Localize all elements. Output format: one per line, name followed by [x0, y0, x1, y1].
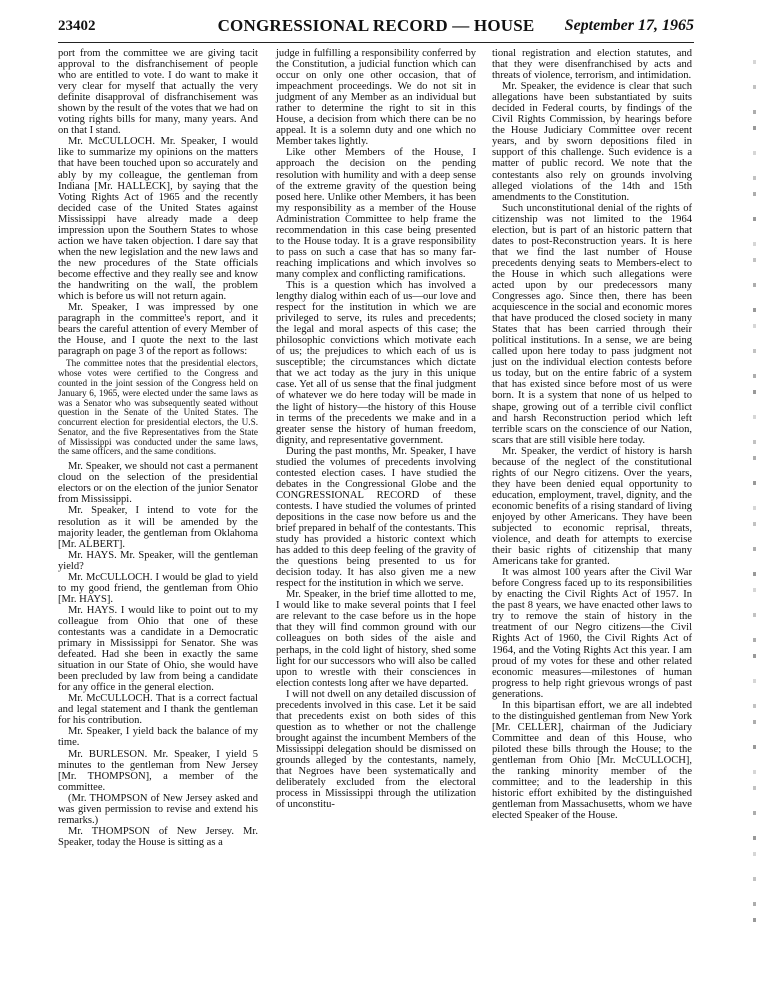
scan-mark — [753, 506, 756, 510]
page-header — [58, 18, 694, 42]
scan-margin-marks — [751, 60, 761, 940]
scan-mark — [753, 786, 756, 790]
paragraph: During the past months, Mr. Speaker, I have studied the volumes of precedents involving contested election cases. I have studied the debates in the Congressional Globe and the CONGRESSIONAL RECORD of these contests. I have studied the volumes of printed depositions in the case now before us and the brief prepared in behalf of the contestants. This study has provided a historic context which has added to this deep feeling of the gravity of the questions being presented to us for decision today. It has also given me a new respect for the institution in which we serve. — [276, 445, 476, 590]
paragraph: Mr. Speaker, in the brief time allotted to me, I would like to make several points that I feel are relevant to the case before us in the hope that they will find common ground with our colleagues on both sides of the aisle and perhaps, in the cold light of history, shed some light for our successors who will also be called upon to wrestle with their consciences in election contests long after we have departed. — [276, 589, 476, 689]
scan-mark — [753, 918, 756, 922]
scan-mark — [753, 638, 756, 642]
text-column-1 — [58, 48, 258, 848]
scan-mark — [753, 588, 756, 592]
paragraph: Mr. McCULLOCH. Mr. Speaker, I would like to summarize my opinions on the matters that have been touched upon so accurately and ably by my colleague, the gentleman from Indiana [Mr. HALLECK], by saying that the Voting Rights Act of 1965 and the recently decided case of the United States against Mississippi have already made a deep impression upon the Southern States to whose action we have taken objection. I dare say that when the new legislation and the new laws and the new procedures of the State officials become effective and they really see and know the handwriting on the wall, the problem which is before us will not return again. — [58, 136, 258, 303]
scan-mark — [753, 440, 756, 444]
scan-mark — [753, 745, 756, 749]
paragraph: Mr. Speaker, I yield back the balance of my time. — [58, 726, 258, 749]
scan-mark — [753, 192, 756, 196]
header-rule — [58, 42, 694, 43]
scan-mark — [753, 176, 756, 180]
scan-mark — [753, 324, 756, 328]
scan-mark — [753, 836, 756, 840]
scan-mark — [753, 110, 756, 114]
paragraph: Mr. Speaker, the evidence is clear that such allegations have been substantiated by suits decided in Federal courts, by findings of the Civil Rights Commission, by hearings before the House Judiciary Committee over recent years, and by sworn depositions filed in support of this challenge. Such evidence is a matter of public record. We note that the contestants also rely on grounds involving alleged violations of the 14th and 15th amendments to the Constitution. — [492, 81, 692, 203]
scan-mark — [753, 283, 756, 287]
scan-mark — [753, 704, 756, 708]
paragraph: Like other Members of the House, I approach the decision on the pending resolution with humility and with a deep sense of the extreme gravity of the question being posed here. Unlike other Members, it has been my responsibility as a member of the House Administration Committee to help frame the recommendation in this case being presented to the House today. It is a grave responsibility to pass on such a case that has so many far-reaching implications and which involves so many complex and conflicting ramifications. — [276, 147, 476, 280]
scan-mark — [753, 308, 756, 312]
paragraph: Mr. HAYS. I would like to point out to my colleague from Ohio that one of these contestants was a candidate in a Democratic primary in Mississippi for Senator. She was defeated. Had she been in exactly the same situation in our State of Ohio, she would have been precluded by law from being a candidate for any office in the general election. — [58, 604, 258, 694]
paragraph: Mr. Speaker, I intend to vote for the resolution as it will be amended by the majority leader, the gentleman from Oklahoma [Mr. ALBERT]. — [58, 505, 258, 550]
paragraph: Mr. Speaker, we should not cast a permanent cloud on the selection of the presidential electors or on the election of the junior Senator from Mississippi. — [58, 461, 258, 506]
publication-date: September 17, 1965 — [564, 17, 694, 34]
paragraph: port from the committee we are giving tacit approval to the disfranchisement of people who are entitled to vote. I do want to make it very clear for myself that actually the very definite disapproval of disfranchisement was shown by the result of the votes that we had on voting rights bills for many, many years. And on that I stand. — [58, 48, 258, 137]
page-number: 23402 — [58, 18, 96, 34]
scan-mark — [753, 258, 756, 262]
scan-mark — [753, 151, 756, 155]
paragraph: Mr. McCULLOCH. That is a correct factual and legal statement and I thank the gentleman for his contribution. — [58, 693, 258, 727]
publication-title: CONGRESSIONAL RECORD — HOUSE — [217, 16, 535, 35]
scan-mark — [753, 770, 756, 774]
scan-mark — [753, 349, 756, 353]
scan-mark — [753, 85, 756, 89]
scan-mark — [753, 456, 756, 460]
paragraph: Mr. Speaker, I was impressed by one paragraph in the committee's report, and it bears the careful attention of every Member of the House, and I quote the next to the last paragraph on page 3 of the report as follows: — [58, 302, 258, 358]
block-quote: The committee notes that the presidential electors, whose votes were certified to the Congress and counted in the joint session of the Congress held on January 6, 1965, were elected under the same laws as was a Senator who was subsequently seated without question in the Senate of the United States. The concurrent election for presidential electors, the U.S. Senator, and the five Representatives from the State of Mississippi was conducted under the same laws, the same officers, and the same conditions. — [58, 358, 258, 457]
scan-mark — [753, 217, 756, 221]
scan-mark — [753, 902, 756, 906]
scan-mark — [753, 572, 756, 576]
paragraph: It was almost 100 years after the Civil War before Congress faced up to its responsibilities by enacting the Civil Rights Act of 1957. In the past 8 years, we have enacted other laws to try to remove the stain of history in the treatment of our Negro citizens—the Civil Rights Act of 1960, the Civil Rights Act of 1964, and the Voting Rights Act this year. I am proud of my votes for these and other related economic measures—milestones of human progress to help right grievous wrongs of past generations. — [492, 567, 692, 700]
paragraph: This is a question which has involved a lengthy dialog within each of us—our love and respect for the institution in which we are privileged to serve, its rules and precedents; the legal and moral aspects of this case; the philosophic convictions which motivate each of us; the prejudices to which each of us is susceptible; the circumstances which dictate that we act today as the jury in this unique case. Yet all of us sense that the final judgment of whatever we do here today will be made in the light of history—the history of this House in terms of the precedents we make and in a greater sense the history of human freedom, dignity, and representative government. — [276, 279, 476, 446]
paragraph: Such unconstitutional denial of the rights of citizenship was not limited to the 1964 election, but is part of an historic pattern that dates to post-Reconstruction years. It is here that we find the last number of House precedents denying seats to Members-elect to the House in which such allegations were acted upon by our predecessors many Congresses ago. Since then, there has been acquiescence in the social and economic mores that have produced the closed society in many States that has been carried through their political institutions. In a sense, we are being called upon here today to pass judgment not just on the individual election contests before us today, but on the entire fabric of a system that has existed since before most of us were born. It is a system that none of us helped to shape, growing out of a terrible civil conflict and harsh Reconstruction period which left terrible scars on the conscience of our Nation, scars that are still visible here today. — [492, 202, 692, 446]
paragraph: In this bipartisan effort, we are all indebted to the distinguished gentleman from New York [Mr. CELLER], chairman of the Judiciary Committee and dean of this House, who piloted these bills through the House; to the gentleman from Ohio [Mr. McCULLOCH], the ranking minority member of the committee; and to the leadership in this historic effort exhibited by the distinguished gentleman from Massachusetts, whom we have elected Speaker of the House. — [492, 699, 692, 822]
scan-mark — [753, 126, 756, 130]
scan-mark — [753, 613, 756, 617]
scan-mark — [753, 654, 756, 658]
scan-mark — [753, 547, 756, 551]
paragraph: Mr. BURLESON. Mr. Speaker, I yield 5 minutes to the gentleman from New Jersey [Mr. THOMPSON], a member of the committee. — [58, 748, 258, 793]
text-column-3 — [492, 48, 692, 821]
scan-mark — [753, 852, 756, 856]
scan-mark — [753, 242, 756, 246]
text-column-2 — [276, 48, 476, 810]
scan-mark — [753, 60, 756, 64]
scan-mark — [753, 415, 756, 419]
scan-mark — [753, 481, 756, 485]
scan-mark — [753, 811, 756, 815]
scan-mark — [753, 390, 756, 394]
scan-mark — [753, 877, 756, 881]
paragraph: I will not dwell on any detailed discussion of precedents involved in this case. Let it be said that precedents exist on both sides of this question as to whether or not the challenge brought against the incumbent Members of the Mississippi delegation should be dismissed on grounds alleged by the contestants, namely, that Negroes have been systematically and deliberately excluded from the electoral process in Mississippi through the utilization of unconstitu- — [276, 688, 476, 811]
paragraph: (Mr. THOMPSON of New Jersey asked and was given permission to revise and extend his remarks.) — [58, 792, 258, 826]
paragraph: tional registration and election statutes, and that they were disenfranchised by acts and threats of violence, terrorism, and intimidation. — [492, 48, 692, 82]
paragraph: judge in fulfilling a responsibility conferred by the Constitution, a judicial function which can occur on only one other occasion, that of impeachment proceedings. We do not sit in judgment of any Member as an individual but rather to determine the right to sit in this House, a decision from which there can be no appeal. It is a solemn duty and one which no Member takes lightly. — [276, 48, 476, 148]
paragraph: Mr. HAYS. Mr. Speaker, will the gentleman yield? — [58, 549, 258, 572]
scan-mark — [753, 522, 756, 526]
paragraph: Mr. McCULLOCH. I would be glad to yield to my good friend, the gentleman from Ohio [Mr. HAYS]. — [58, 571, 258, 605]
paragraph: Mr. Speaker, the verdict of history is harsh because of the neglect of the constitutional rights of our Negro citizens. Over the years, they have been denied equal opportunity to education, employment, travel, dignity, and the economic benefits of a rising standard of living enjoyed by other Americans. They have been subjected to economic reprisal, threats, violence, and death for attempts to exercise their basic rights of citizenship that many Americans take for granted. — [492, 445, 692, 568]
paragraph: Mr. THOMPSON of New Jersey. Mr. Speaker, today the House is sitting as a — [58, 825, 258, 848]
scan-mark — [753, 679, 756, 683]
scan-mark — [753, 720, 756, 724]
scan-mark — [753, 374, 756, 378]
